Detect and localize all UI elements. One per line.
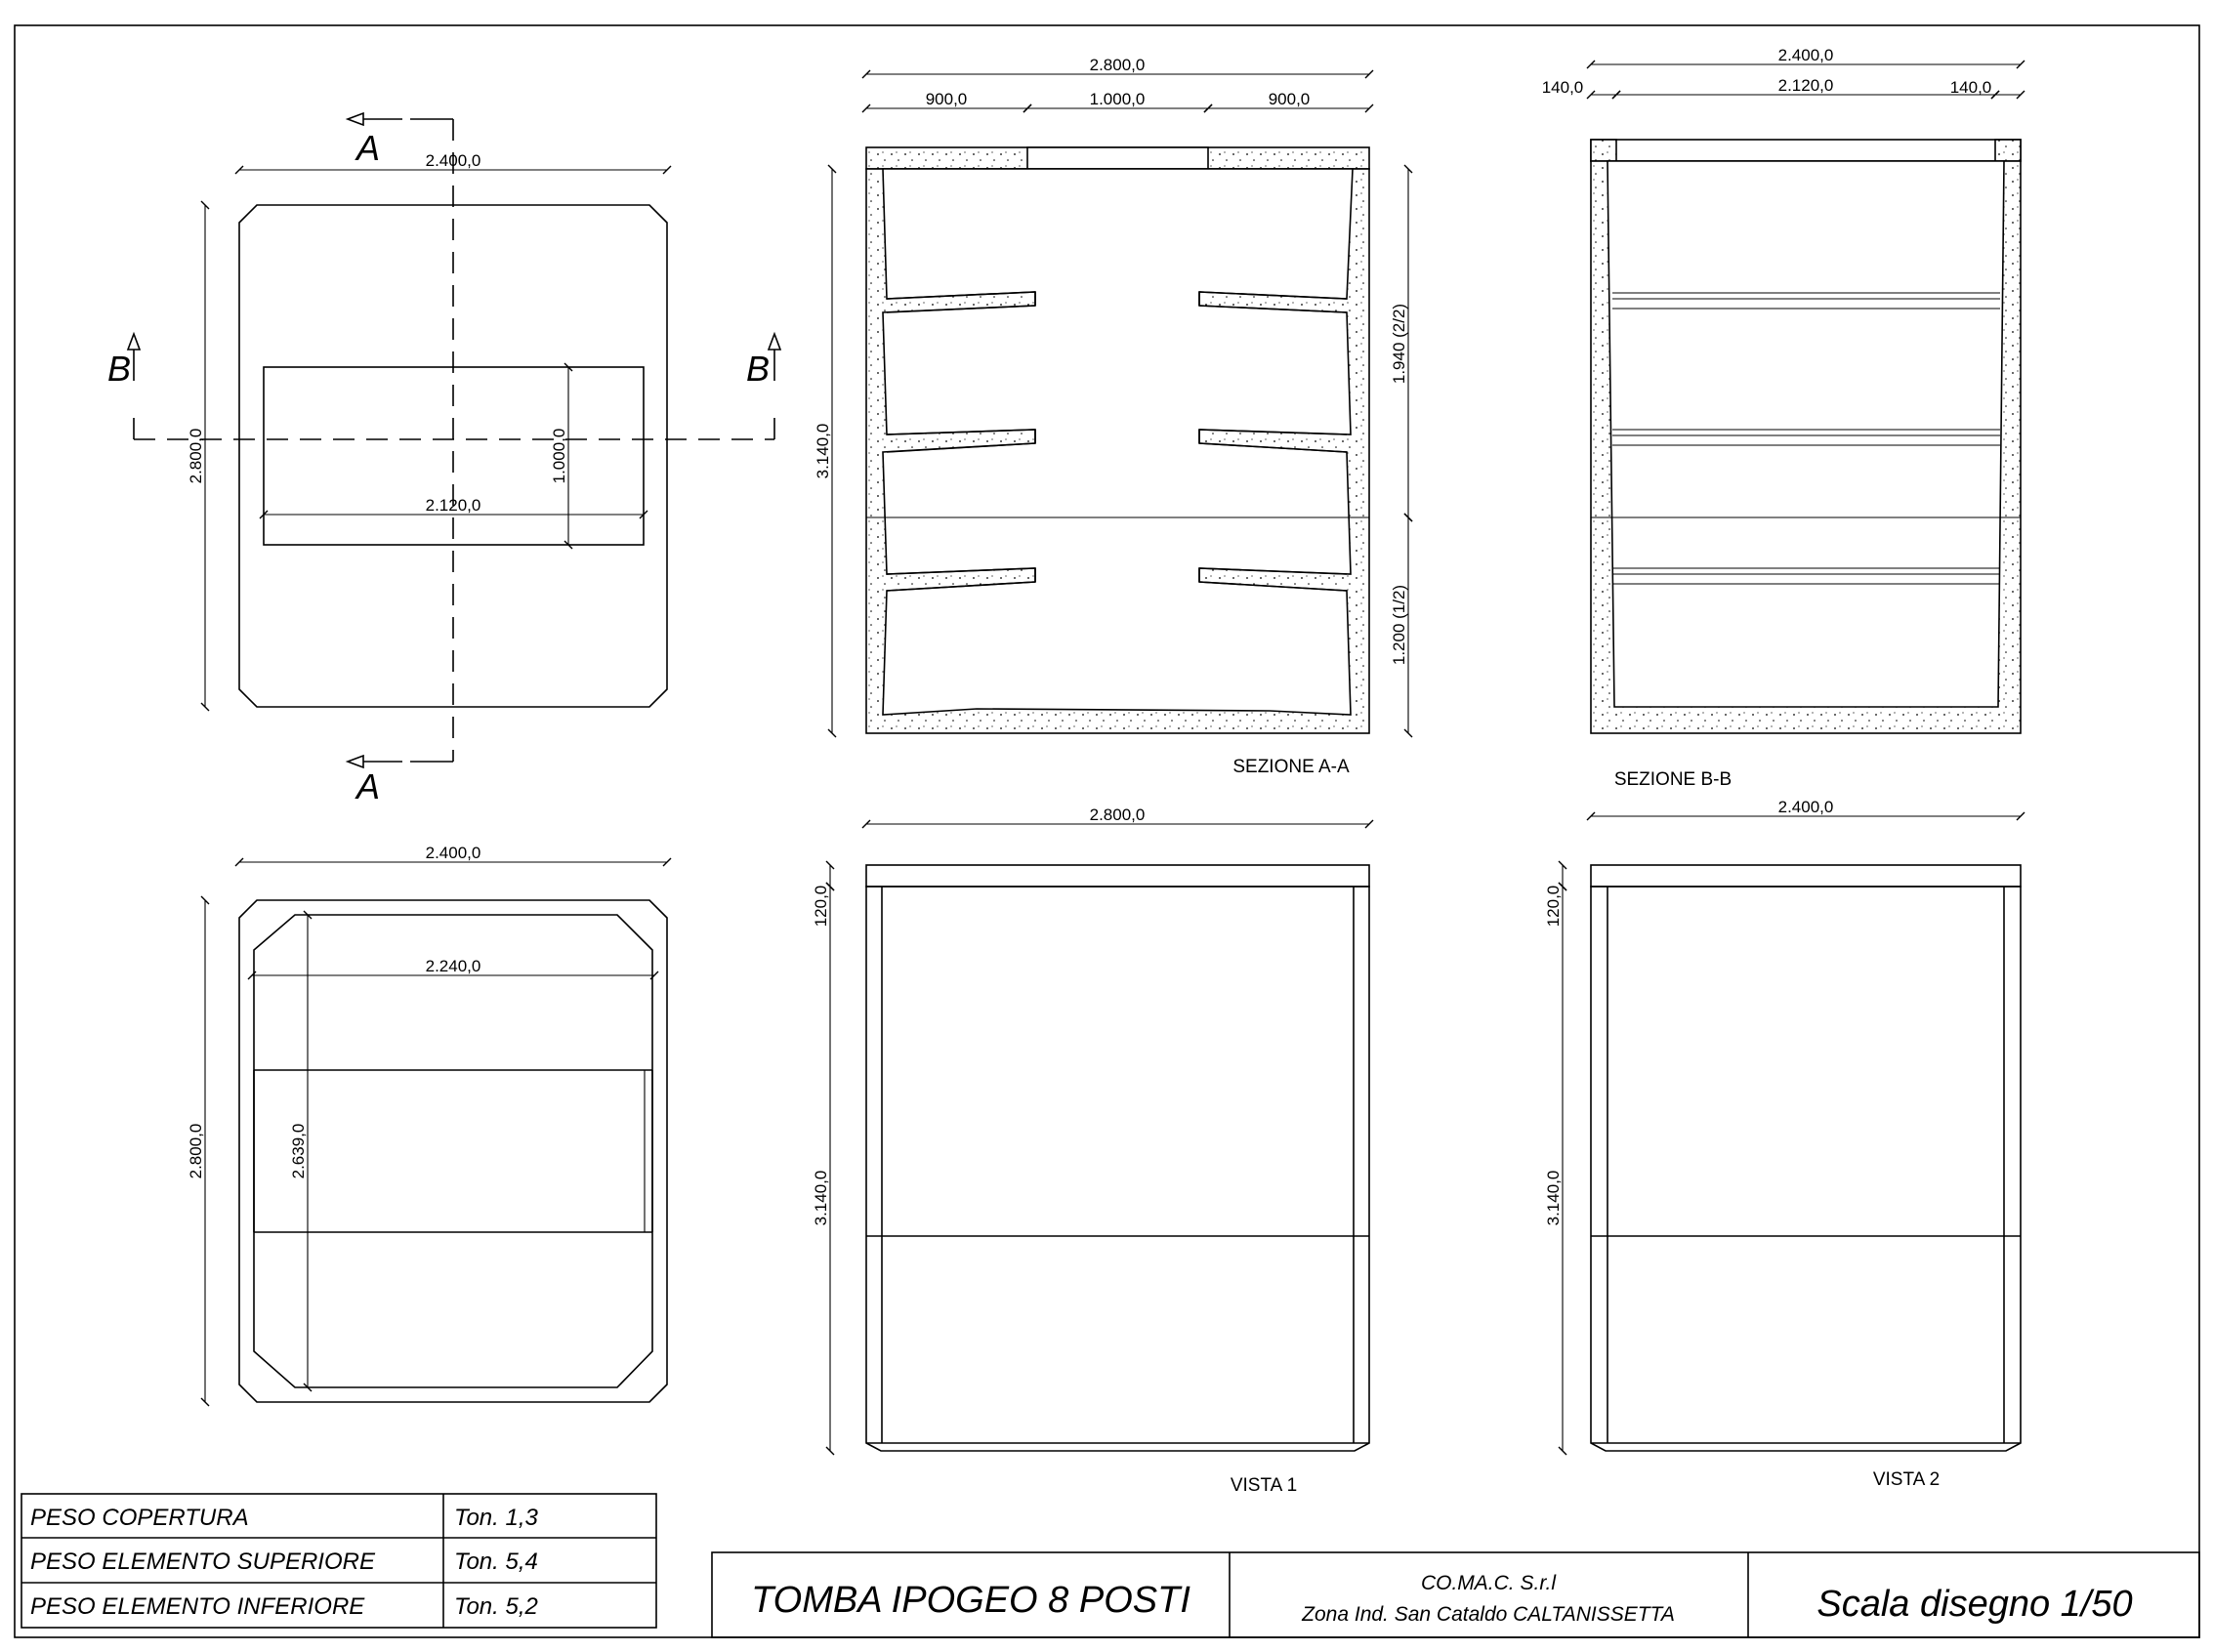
weight-value-1: Ton. 5,4 <box>454 1549 538 1575</box>
drawing-title: TOMBA IPOGEO 8 POSTI <box>751 1580 1190 1621</box>
section-aa-dim-height: 3.140,0 <box>814 423 832 479</box>
section-a-label-top: A <box>356 128 381 168</box>
vista-1-view <box>812 805 1369 1496</box>
weight-label-1: PESO ELEMENTO SUPERIORE <box>30 1549 375 1575</box>
section-bb-title: SEZIONE B-B <box>1613 769 1733 790</box>
section-bb-dim-right: 140,0 <box>1949 78 1992 97</box>
section-aa-dim-mid: 1.000,0 <box>1089 90 1146 108</box>
plan-bottom-dim-inner-height: 2.639,0 <box>289 1123 308 1179</box>
section-bb-dim-mid: 2.120,0 <box>1777 76 1834 95</box>
section-aa-title: SEZIONE A-A <box>1232 757 1350 777</box>
section-a-label-bottom: A <box>356 766 381 806</box>
weight-label-0: PESO COPERTURA <box>30 1505 249 1531</box>
vista-1-dim-height: 3.140,0 <box>812 1170 830 1226</box>
section-b-label-left: B <box>107 349 132 389</box>
plan-top-dim-height: 2.800,0 <box>187 428 205 484</box>
weight-value-0: Ton. 1,3 <box>454 1505 538 1531</box>
vista-2-dim-top: 120,0 <box>1544 885 1563 928</box>
plan-top-dim-opening-width: 2.120,0 <box>425 496 481 515</box>
plan-bottom-dim-width: 2.400,0 <box>425 844 481 862</box>
section-aa-dim-upper: 1.940 (2/2) <box>1390 303 1408 385</box>
company-address: Zona Ind. San Cataldo CALTANISSETTA <box>1302 1603 1675 1626</box>
weights-table <box>21 1494 656 1628</box>
section-aa-dim-total: 2.800,0 <box>1089 56 1146 74</box>
vista-2-dim-height: 3.140,0 <box>1544 1170 1563 1226</box>
plan-top-dim-width: 2.400,0 <box>425 151 481 170</box>
section-bb-view <box>1542 46 2021 790</box>
section-aa-dim-lower: 1.200 (1/2) <box>1390 584 1408 666</box>
vista-2-dim-width: 2.400,0 <box>1777 798 1834 816</box>
plan-top-view <box>107 113 780 806</box>
title-block <box>712 1552 2199 1637</box>
drawing-scale: Scala disegno 1/50 <box>1816 1584 2133 1625</box>
plan-bottom-dim-height: 2.800,0 <box>187 1123 205 1179</box>
weight-value-2: Ton. 5,2 <box>454 1593 538 1620</box>
section-aa-view <box>814 56 1408 777</box>
vista-1-title: VISTA 1 <box>1230 1475 1298 1496</box>
vista-1-dim-width: 2.800,0 <box>1089 805 1146 824</box>
vista-2-title: VISTA 2 <box>1872 1469 1941 1490</box>
weight-label-2: PESO ELEMENTO INFERIORE <box>30 1593 365 1620</box>
plan-bottom-dim-inner-width: 2.240,0 <box>425 957 481 975</box>
section-bb-dim-total: 2.400,0 <box>1777 46 1834 64</box>
vista-1-dim-top: 120,0 <box>812 885 830 928</box>
section-aa-dim-left: 900,0 <box>925 90 968 108</box>
company-name: CO.MA.C. S.r.l <box>1420 1572 1557 1594</box>
vista-2-view <box>1544 798 2021 1490</box>
plan-top-dim-opening-height: 1.000,0 <box>550 428 568 484</box>
plan-bottom-inner <box>254 915 652 1387</box>
section-b-label-right: B <box>746 349 771 389</box>
plan-bottom-view <box>187 844 667 1402</box>
section-aa-dim-right: 900,0 <box>1268 90 1311 108</box>
section-bb-dim-left: 140,0 <box>1541 78 1584 97</box>
